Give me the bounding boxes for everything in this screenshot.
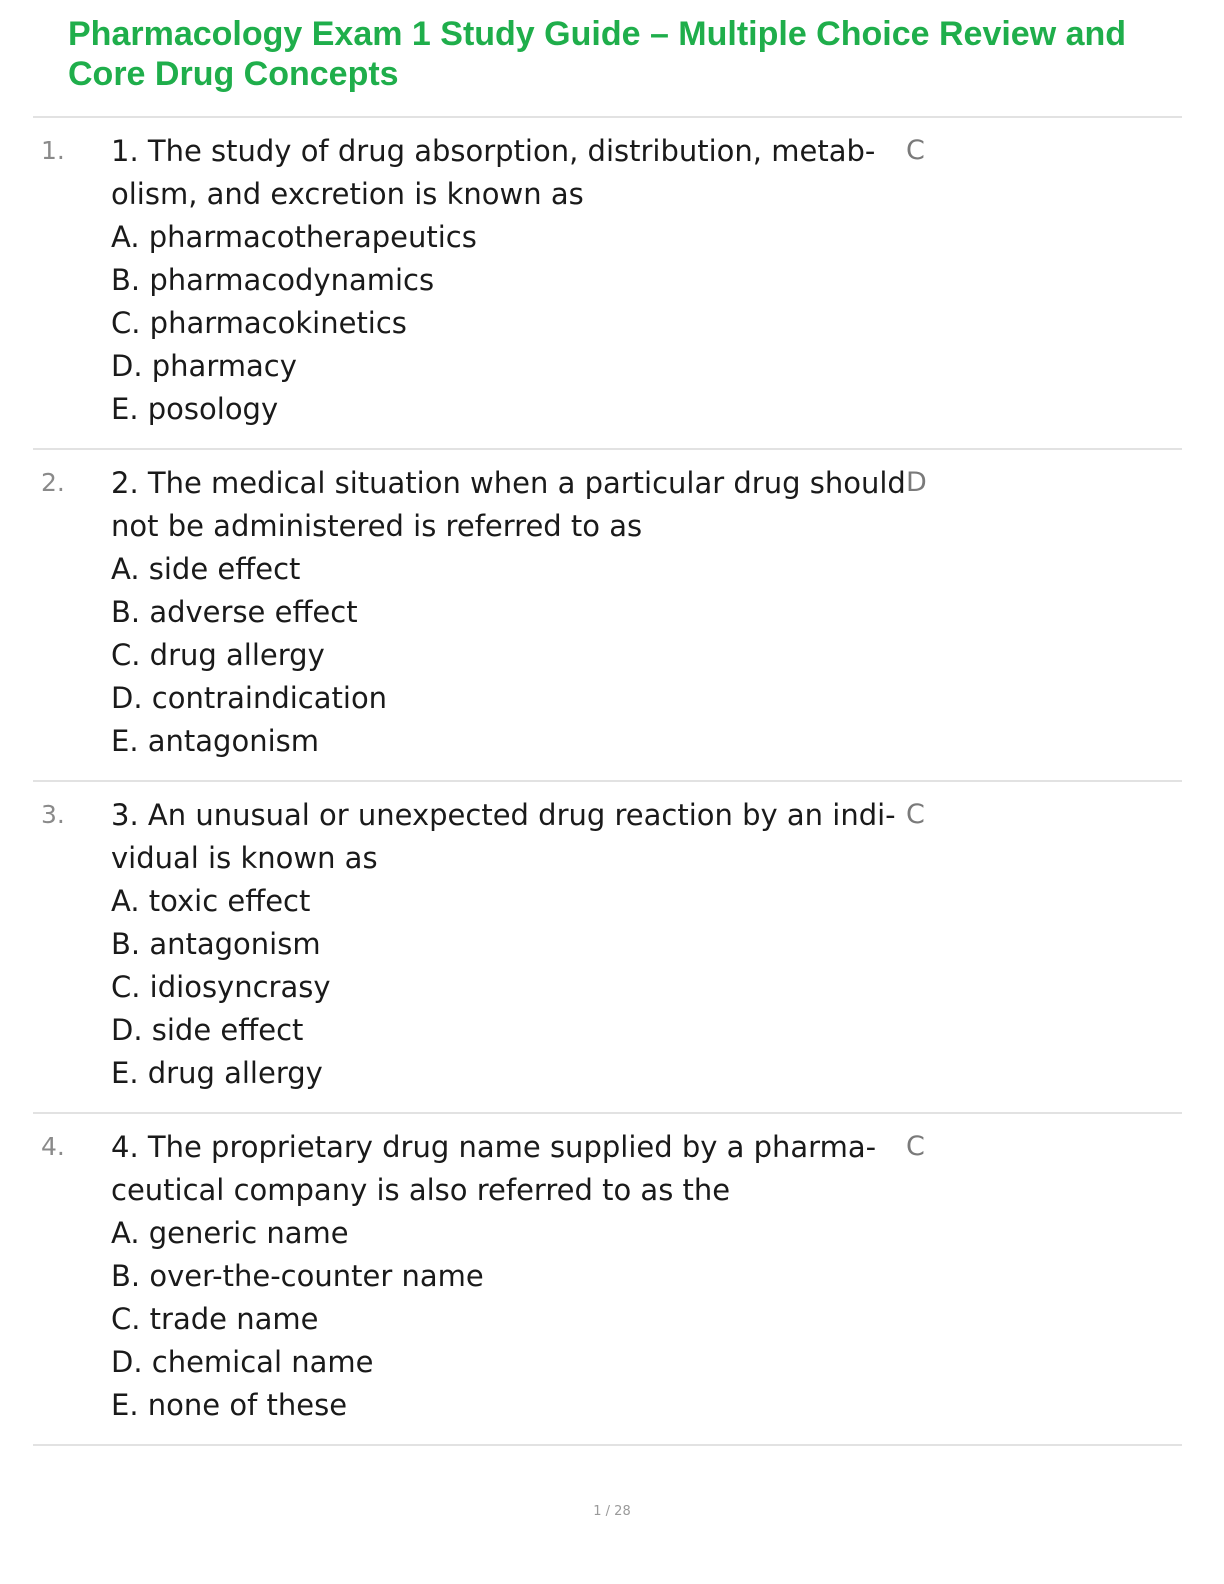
answer-option-e: E. drug allergy — [111, 1056, 323, 1090]
question-body — [111, 462, 906, 763]
answer-option-a: A. pharmacotherapeutics — [111, 220, 477, 254]
answer-option-c: C. trade name — [111, 1302, 319, 1336]
question-number: 2. — [41, 468, 65, 497]
question-number: 3. — [41, 800, 65, 829]
question-body — [111, 130, 901, 431]
answer-option-e: E. antagonism — [111, 724, 319, 758]
answer-option-a: A. toxic effect — [111, 884, 311, 918]
answer-option-d: D. chemical name — [111, 1345, 374, 1379]
question-stem-line: 2. The medical situation when a particular drug should — [111, 466, 906, 500]
question-2 — [0, 448, 1224, 758]
answer-option-b: B. adverse effect — [111, 595, 358, 629]
question-number: 4. — [41, 1132, 65, 1161]
answer-key: D — [906, 467, 927, 498]
answer-option-a: A. side effect — [111, 552, 301, 586]
question-stem-line: olism, and excretion is known as — [111, 177, 584, 211]
answer-key: C — [906, 135, 925, 166]
divider — [33, 1444, 1182, 1446]
answer-option-b: B. over-the-counter name — [111, 1259, 484, 1293]
answer-key: C — [906, 799, 925, 830]
question-stem-line: not be administered is referred to as — [111, 509, 643, 543]
page-title: Pharmacology Exam 1 Study Guide – Multiple Choice Review and Core Drug Concepts — [68, 15, 1127, 93]
question-1 — [0, 116, 1224, 426]
question-stem-line: vidual is known as — [111, 841, 378, 875]
answer-option-c: C. idiosyncrasy — [111, 970, 331, 1004]
question-4 — [0, 1112, 1224, 1422]
answer-option-b: B. antagonism — [111, 927, 321, 961]
answer-option-b: B. pharmacodynamics — [111, 263, 435, 297]
answer-option-d: D. pharmacy — [111, 349, 297, 383]
question-number: 1. — [41, 136, 65, 165]
page-indicator: 1 / 28 — [593, 1504, 631, 1519]
question-body — [111, 1126, 901, 1427]
answer-option-c: C. drug allergy — [111, 638, 325, 672]
answer-option-e: E. none of these — [111, 1388, 348, 1422]
question-stem-line: 1. The study of drug absorption, distribution, metab- — [111, 134, 876, 168]
question-stem-line: 3. An unusual or unexpected drug reaction by an indi- — [111, 798, 896, 832]
answer-option-d: D. contraindication — [111, 681, 388, 715]
answer-option-c: C. pharmacokinetics — [111, 306, 407, 340]
question-body — [111, 794, 901, 1095]
question-3 — [0, 780, 1224, 1090]
question-stem-line: ceutical company is also referred to as the — [111, 1173, 731, 1207]
question-stem-line: 4. The proprietary drug name supplied by a pharma- — [111, 1130, 877, 1164]
answer-option-a: A. generic name — [111, 1216, 349, 1250]
answer-option-e: E. posology — [111, 392, 279, 426]
answer-option-d: D. side effect — [111, 1013, 304, 1047]
answer-key: C — [906, 1131, 925, 1162]
